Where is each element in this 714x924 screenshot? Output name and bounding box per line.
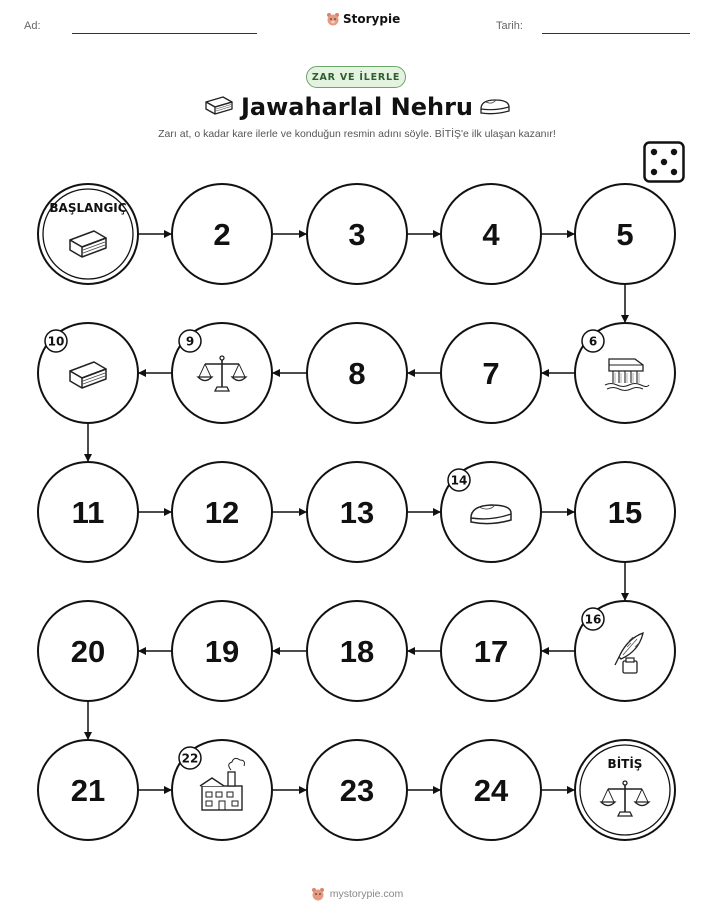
space-number: 19 bbox=[204, 634, 240, 669]
space-number: 18 bbox=[339, 634, 375, 669]
board-space-5[interactable] bbox=[575, 184, 675, 284]
board-space-2[interactable] bbox=[172, 184, 272, 284]
board-space-11[interactable] bbox=[38, 462, 138, 562]
space-number: 5 bbox=[616, 217, 634, 252]
board-space-3[interactable] bbox=[307, 184, 407, 284]
board-space-8[interactable] bbox=[307, 323, 407, 423]
board-space-16[interactable] bbox=[575, 601, 675, 701]
board-spaces bbox=[38, 184, 675, 840]
board-space-22[interactable] bbox=[172, 740, 272, 840]
name-label: Ad: bbox=[24, 20, 41, 32]
space-number: 4 bbox=[482, 217, 500, 252]
board-space-24[interactable] bbox=[441, 740, 541, 840]
board-space-15[interactable] bbox=[575, 462, 675, 562]
space-number: 24 bbox=[473, 773, 509, 808]
space-number: 21 bbox=[70, 773, 106, 808]
board-space-9[interactable] bbox=[172, 323, 272, 423]
board-space-25[interactable] bbox=[575, 740, 675, 840]
board-space-18[interactable] bbox=[307, 601, 407, 701]
board-space-17[interactable] bbox=[441, 601, 541, 701]
space-number: 9 bbox=[185, 334, 195, 349]
space-number: 15 bbox=[607, 495, 643, 530]
space-number: 10 bbox=[47, 334, 65, 349]
space-number: 3 bbox=[348, 217, 366, 252]
space-number: 12 bbox=[204, 495, 240, 530]
board-space-10[interactable] bbox=[38, 323, 138, 423]
board-space-4[interactable] bbox=[441, 184, 541, 284]
board-space-1[interactable] bbox=[38, 184, 138, 284]
game-type-badge: ZAR VE İLERLE bbox=[306, 66, 406, 88]
board-space-23[interactable] bbox=[307, 740, 407, 840]
space-number: 6 bbox=[588, 334, 598, 349]
board-space-19[interactable] bbox=[172, 601, 272, 701]
board-space-6[interactable] bbox=[575, 323, 675, 423]
space-number: 8 bbox=[348, 356, 366, 391]
footer bbox=[0, 887, 714, 901]
space-number: 14 bbox=[450, 473, 468, 488]
footer-url: mystorypie.com bbox=[329, 888, 404, 900]
page-title: Jawaharlal Nehru bbox=[241, 93, 473, 121]
board-space-12[interactable] bbox=[172, 462, 272, 562]
space-number: 16 bbox=[584, 612, 602, 627]
cap-icon bbox=[471, 505, 511, 524]
space-number: 17 bbox=[473, 634, 509, 669]
space-number: 2 bbox=[213, 217, 231, 252]
space-number: 23 bbox=[339, 773, 375, 808]
board-space-14[interactable] bbox=[441, 462, 541, 562]
finish-label: BİTİŞ bbox=[607, 757, 643, 771]
board-space-21[interactable] bbox=[38, 740, 138, 840]
board-space-13[interactable] bbox=[307, 462, 407, 562]
board-space-7[interactable] bbox=[441, 323, 541, 423]
date-label: Tarih: bbox=[496, 20, 523, 32]
space-number: 13 bbox=[339, 495, 375, 530]
space-number: 11 bbox=[71, 495, 105, 530]
space-number: 7 bbox=[482, 356, 500, 391]
start-label: BAŞLANGIÇ bbox=[49, 201, 127, 215]
bear-icon bbox=[311, 887, 325, 901]
space-number: 20 bbox=[70, 634, 106, 669]
brand-name: Storypie bbox=[343, 12, 401, 26]
space-number: 22 bbox=[181, 751, 199, 766]
board-space-20[interactable] bbox=[38, 601, 138, 701]
instructions-text: Zarı at, o kadar kare ilerle ve konduğun resmin adını söyle. BİTİŞ'e ilk ulaşan kazanır! bbox=[158, 128, 556, 140]
